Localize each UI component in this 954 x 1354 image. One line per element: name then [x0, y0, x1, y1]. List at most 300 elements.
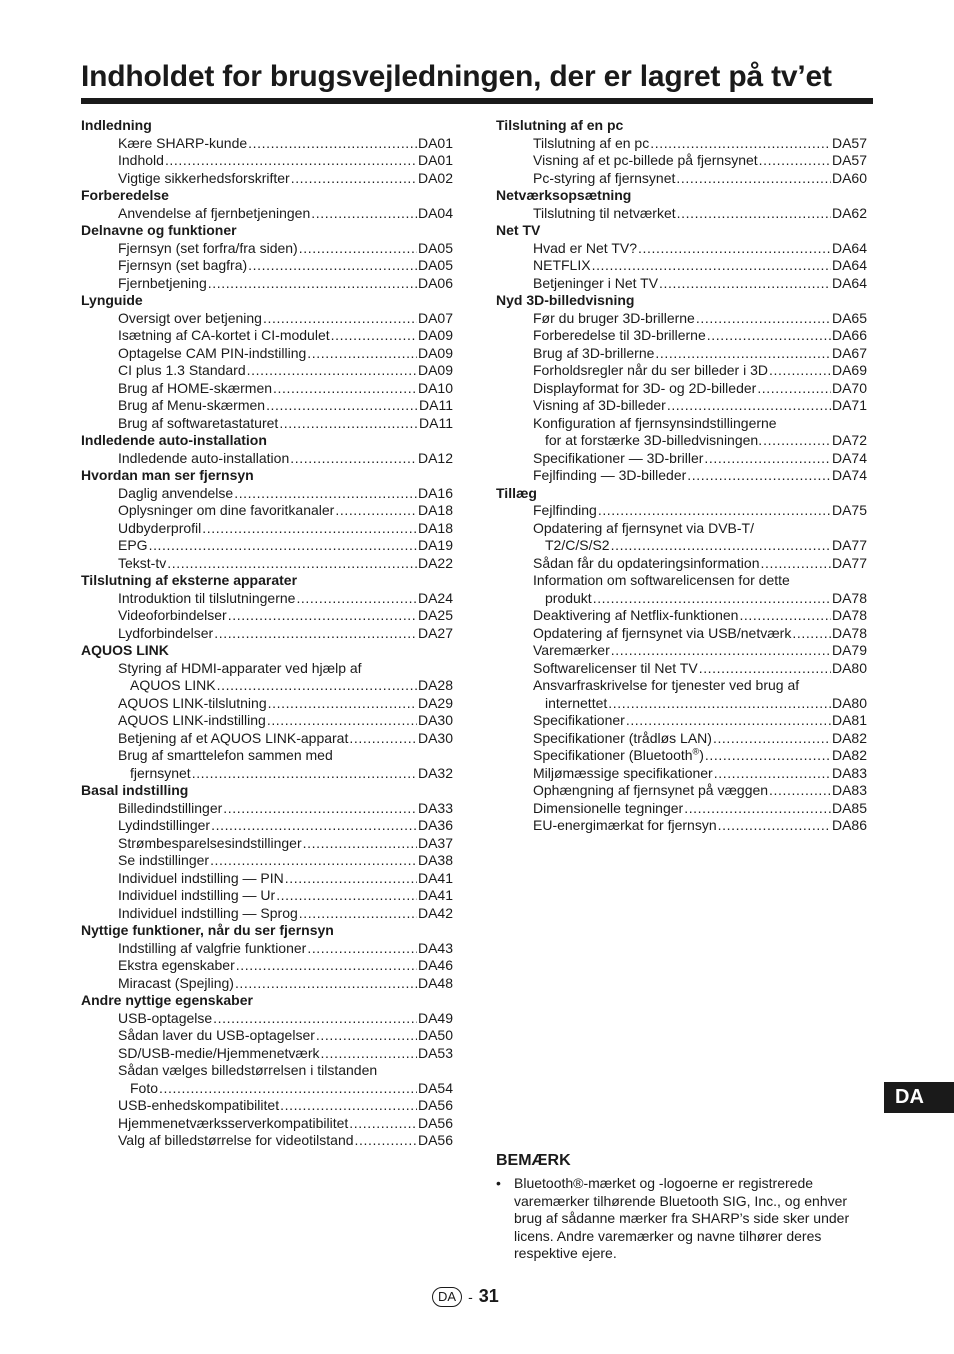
toc-entry-label: Hjemmenetværksserverkompatibilitet: [118, 1114, 349, 1131]
dot-leader: [638, 240, 831, 258]
dot-leader: [159, 1080, 417, 1098]
toc-entry-page: DA32: [417, 764, 453, 781]
toc-entry-page: DA60: [831, 169, 867, 186]
toc-entry-label-line: Information om softwarelicensen for dette: [533, 572, 790, 588]
toc-entry-label: Opdatering af fjernsynet via USB/netværk: [533, 624, 792, 641]
toc-entry-label: Isætning af CA-kortet i CI-modulet: [118, 327, 330, 343]
dot-leader: [704, 450, 831, 468]
dot-leader: [714, 765, 831, 783]
toc-entry: [81, 485, 453, 503]
toc-entry: [496, 607, 867, 625]
dot-leader: [285, 870, 417, 888]
toc-entry-label: Miracast (Spejling): [118, 974, 234, 991]
note-heading: BEMÆRK: [496, 1152, 571, 1169]
toc-entry-label: CI plus 1.3 Standard: [118, 362, 246, 378]
toc-entry-label: Dimensionelle tegninger: [533, 799, 684, 816]
toc-entry: [81, 415, 453, 433]
toc-section: [81, 187, 453, 222]
toc-entry-page: DA06: [417, 274, 453, 291]
dot-leader: [349, 1115, 417, 1133]
toc-entry: [81, 870, 453, 888]
toc-entry: [496, 170, 867, 188]
toc-entry-page: DA05: [417, 239, 453, 256]
dot-leader: [217, 677, 417, 695]
toc-entry-page: DA22: [417, 554, 453, 571]
toc-entry-page: DA30: [417, 712, 453, 728]
toc-entry-page: DA71: [831, 397, 867, 413]
dot-leader: [713, 730, 831, 748]
toc-entry: [81, 397, 453, 415]
toc-entry-page: DA33: [417, 799, 453, 816]
toc-entry-label: Tilslutning til netværket: [533, 204, 676, 221]
toc-entry-label-line: Ansvarfraskrivelse for tjenester ved brug af: [533, 677, 800, 693]
toc-section: [81, 922, 453, 992]
toc-entry-label-line: Brug af smarttelefon sammen med: [118, 747, 333, 763]
toc-entry-page: DA81: [831, 712, 867, 728]
toc-entry-label: Betjeninger i Net TV: [533, 274, 659, 291]
toc-entry-page: DA24: [417, 589, 453, 606]
toc-entry-page: DA27: [417, 624, 453, 641]
toc-entry-label: Vigtige sikkerhedsforskrifter: [118, 169, 290, 186]
bullet-icon: •: [496, 1175, 501, 1191]
toc-entry-page: DA74: [831, 449, 867, 466]
toc-entry-label: Indledende auto-installation: [118, 449, 290, 466]
toc-entry-page: DA62: [831, 204, 867, 221]
toc-entry-page: DA67: [831, 344, 867, 361]
toc-section-title: Tilslutning af eksterne apparater: [81, 572, 298, 588]
toc-entry-label: SD/USB-medie/Hjemmenetværk: [118, 1044, 320, 1061]
language-code-badge: DA: [432, 1287, 462, 1307]
toc-entry: [81, 1115, 453, 1133]
toc-section-title: Delnavne og funktioner: [81, 222, 237, 238]
toc-entry-page: DA70: [831, 379, 867, 396]
toc-entry: [81, 345, 453, 363]
toc-entry-label-line: Konfiguration af fjernsynsindstillingerne: [533, 414, 777, 431]
dot-leader: [236, 957, 417, 975]
dot-leader: [266, 397, 418, 415]
toc-entry: [81, 1080, 453, 1098]
dot-leader: [592, 257, 831, 275]
toc-entry-label: Fejlfinding: [533, 502, 597, 518]
toc-entry-page: DA56: [417, 1114, 453, 1131]
toc-entry-label: Individuel indstilling — PIN: [118, 869, 284, 886]
toc-entry-label: USB-enhedskompatibilitet: [118, 1097, 280, 1113]
toc-section: [81, 467, 453, 572]
toc-entry: [81, 170, 453, 188]
toc-entry: [496, 817, 867, 835]
toc-entry-page: DA86: [831, 817, 867, 833]
toc-entry-page: DA02: [417, 169, 453, 186]
dot-leader: [355, 1132, 417, 1150]
toc-entry-label: Lydforbindelser: [118, 624, 214, 641]
dot-leader: [331, 327, 417, 345]
toc-entry-page: DA56: [417, 1097, 453, 1113]
toc-section-title: Net TV: [496, 222, 541, 238]
toc-entry-label: Specifikationer: [533, 712, 625, 728]
toc-entry: [81, 1097, 453, 1115]
toc-entry-page: DA11: [419, 397, 453, 413]
dot-leader: [228, 607, 417, 625]
toc-entry-page: DA69: [831, 362, 867, 378]
toc-entry: [496, 695, 867, 713]
dot-leader: [760, 555, 830, 573]
dot-leader: [321, 1045, 417, 1063]
toc-entry-label: Deaktivering af Netflix-funktionen: [533, 607, 739, 623]
toc-entry: [81, 520, 453, 538]
toc-entry-label: Indhold: [118, 152, 164, 168]
toc-entry-page: DA79: [831, 642, 867, 658]
toc-entry-page: DA77: [831, 554, 867, 571]
toc-section: [81, 292, 453, 432]
toc-entry-label: EPG: [118, 537, 148, 553]
toc-entry: [81, 730, 453, 748]
toc-entry-label: for at forstærke 3D-billedvisningen.: [545, 432, 763, 448]
page-number: 31: [478, 1286, 499, 1306]
toc-entry-page: DA01: [417, 152, 453, 168]
toc-entry-page: DA10: [417, 379, 453, 396]
toc-entry-page: DA43: [417, 939, 453, 956]
toc-entry: [496, 275, 867, 293]
toc-entry: [81, 905, 453, 923]
toc-entry-page: DA82: [831, 747, 867, 763]
toc-entry: [81, 1027, 453, 1045]
toc-entry: [81, 852, 453, 870]
toc-section-title: Indledning: [81, 117, 152, 133]
toc-entry-page: DA11: [419, 414, 453, 431]
toc-entry-page: DA09: [417, 344, 453, 361]
toc-entry-label: Oversigt over betjening: [118, 309, 262, 326]
toc-entry: [81, 940, 453, 958]
toc-entry: [81, 817, 453, 835]
toc-entry-label: Pc-styring af fjernsynet: [533, 169, 676, 186]
toc-entry-page: DA78: [831, 607, 867, 623]
toc-section: [81, 222, 453, 292]
toc-entry-page: DA64: [831, 239, 867, 256]
toc-section: [81, 117, 453, 187]
toc-entry-page: DA75: [831, 502, 867, 518]
dot-leader: [316, 1027, 417, 1045]
toc-section-title: Basal indstilling: [81, 782, 189, 798]
dot-leader: [676, 170, 831, 188]
toc-section: [496, 292, 867, 485]
toc-entry: [496, 502, 867, 520]
toc-entry: [496, 450, 867, 468]
toc-entry-label: Fjernsyn (set bagfra): [118, 257, 248, 273]
toc-entry-label-line: Styring af HDMI-apparater ved hjælp af: [118, 659, 362, 676]
toc-entry-page: DA85: [831, 799, 867, 816]
toc-entry-page: DA09: [417, 327, 453, 343]
toc-entry: [81, 135, 453, 153]
toc-entry-label: Billedindstillinger: [118, 799, 223, 816]
page-title: Indholdet for brugsvejledningen, der er lagret på tv’et: [81, 60, 832, 93]
toc-entry: [81, 502, 453, 520]
toc-entry-label: USB-optagelse: [118, 1009, 213, 1026]
toc-entry: [496, 782, 867, 800]
toc-entry-label: Daglig anvendelse: [118, 484, 234, 501]
toc-entry-page: DA30: [417, 729, 453, 746]
toc-entry: [81, 205, 453, 223]
dot-leader: [280, 1097, 417, 1115]
toc-section-title: Tilslutning af en pc: [496, 117, 624, 133]
toc-section: [496, 187, 867, 222]
toc-entry-label: Individuel indstilling — Ur: [118, 887, 276, 903]
toc-entry-label: T2/C/S/S2: [545, 537, 610, 553]
dot-leader: [299, 240, 417, 258]
dot-leader: [739, 607, 831, 625]
toc-entry-page: DA64: [831, 274, 867, 291]
dot-leader: [626, 712, 831, 730]
toc-entry: [81, 835, 453, 853]
toc-entry-label: Individuel indstilling — Sprog: [118, 904, 298, 921]
toc-entry-page: DA83: [831, 782, 867, 798]
toc-entry-label: Specifikationer (trådløs LAN): [533, 729, 712, 746]
toc-entry-page: DA42: [417, 904, 453, 921]
toc-entry-label: Oplysninger om dine favoritkanaler: [118, 502, 335, 518]
dot-leader: [291, 170, 417, 188]
toc-entry-page: DA28: [417, 677, 453, 693]
toc-entry-label: Visning af 3D-billeder: [533, 397, 666, 413]
toc-section-title: Nyttige funktioner, når du ser fjernsyn: [81, 922, 334, 938]
dot-leader: [611, 537, 831, 555]
toc-section-title: Lynguide: [81, 292, 143, 308]
toc-entry-page: DA46: [417, 957, 453, 973]
toc-entry-page: DA25: [417, 607, 453, 623]
toc-entry-label: Brug af softwaretastaturet: [118, 414, 279, 431]
toc-section: [81, 572, 453, 642]
toc-entry: [81, 800, 453, 818]
toc-entry: [81, 695, 453, 713]
toc-entry: [496, 660, 867, 678]
toc-entry: [81, 712, 453, 730]
dot-leader: [650, 135, 831, 153]
toc-entry: [496, 397, 867, 415]
toc-entry-page: DA82: [831, 729, 867, 746]
note-list: [496, 1175, 866, 1263]
toc-entry-page: DA56: [417, 1132, 453, 1148]
toc-entry-page: DA78: [831, 624, 867, 641]
toc-entry-label: produkt: [545, 589, 592, 606]
toc-entry: [496, 257, 867, 275]
dot-leader: [248, 135, 417, 153]
toc-entry-page: DA65: [831, 309, 867, 326]
dot-leader: [234, 485, 417, 503]
dot-leader: [718, 817, 831, 835]
toc-entry: [496, 730, 867, 748]
dot-leader: [167, 555, 417, 573]
toc-entry: [81, 765, 453, 783]
toc-entry: [496, 152, 867, 170]
toc-entry: [81, 327, 453, 345]
dot-leader: [299, 905, 417, 923]
dot-leader: [311, 205, 417, 223]
toc-entry-label: Sådan laver du USB-optagelser: [118, 1027, 315, 1043]
dot-leader: [247, 362, 417, 380]
toc-entry-label: Introduktion til tilslutningerne: [118, 589, 296, 606]
toc-entry-page: DA72: [831, 432, 867, 448]
dot-leader: [667, 397, 831, 415]
toc-entry-page: DA18: [417, 519, 453, 536]
toc-entry-label: Tekst-tv: [118, 554, 167, 571]
language-tab: DA: [884, 1082, 954, 1113]
toc-entry: [496, 712, 867, 730]
toc-entry-label: Sådan får du opdateringsinformation: [533, 554, 760, 571]
toc-section-title: AQUOS LINK: [81, 642, 169, 658]
toc-column-right: [496, 117, 867, 835]
dot-leader: [655, 345, 831, 363]
toc-entry-label: Fjernsyn (set forfra/fra siden): [118, 239, 298, 256]
toc-entry: [81, 1132, 453, 1150]
toc-entry: [81, 677, 453, 695]
toc-entry: [496, 345, 867, 363]
dot-leader: [769, 782, 831, 800]
dot-leader: [267, 712, 417, 730]
toc-section: [496, 485, 867, 835]
toc-entry-page: DA50: [417, 1027, 453, 1043]
toc-section-title: Indledende auto-installation: [81, 432, 267, 448]
toc-entry-label: Forholdsregler når du ser billeder i 3D: [533, 362, 768, 378]
toc-entry-page: DA74: [831, 467, 867, 483]
toc-entry-label: Valg af billedstørrelse for videotilstand: [118, 1132, 354, 1148]
toc-entry-page: DA09: [417, 362, 453, 378]
dot-leader: [707, 327, 831, 345]
toc-section: [81, 992, 453, 1150]
toc-entry: [81, 152, 453, 170]
toc-entry-label: Miljømæssige specifikationer: [533, 764, 713, 781]
toc-entry: [81, 607, 453, 625]
dot-leader: [296, 590, 417, 608]
note-item: [496, 1175, 866, 1263]
toc-section-title: Netværksopsætning: [496, 187, 632, 203]
toc-entry: [496, 205, 867, 223]
toc-section-title: Andre nyttige egenskaber: [81, 992, 253, 1008]
toc-entry-label: Indstilling af valgfrie funktioner: [118, 939, 307, 956]
toc-entry-page: DA54: [417, 1079, 453, 1096]
toc-entry-label: AQUOS LINK-tilslutning: [118, 694, 267, 711]
dot-leader: [792, 625, 831, 643]
toc-entry: [81, 1010, 453, 1028]
dot-leader: [349, 730, 417, 748]
dot-leader: [598, 502, 831, 520]
toc-entry-label: Fejlfinding — 3D-billeder: [533, 467, 687, 483]
toc-entry-label: Fjernbetjening: [118, 274, 207, 291]
toc-entry-page: DA64: [831, 257, 867, 273]
toc-entry-label: [533, 747, 704, 765]
toc-entry-label: Visning af et pc-billede på fjernsynet: [533, 152, 758, 168]
toc-entry: [81, 975, 453, 993]
toc-entry-label: Ekstra egenskaber: [118, 957, 235, 973]
dot-leader: [687, 467, 831, 485]
dot-leader: [165, 152, 417, 170]
toc-entry-label: internettet: [545, 694, 608, 711]
toc-entry: [496, 362, 867, 380]
toc-entry: [496, 380, 867, 398]
toc-entry: [81, 887, 453, 905]
toc-entry-label: Før du bruger 3D-brillerne: [533, 309, 695, 326]
toc-entry: [81, 555, 453, 573]
toc-entry-label: Displayformat for 3D- og 2D-billeder: [533, 379, 757, 396]
dot-leader: [759, 152, 831, 170]
toc-entry: [496, 310, 867, 328]
dot-leader: [214, 625, 417, 643]
toc-entry-page: DA38: [417, 852, 453, 868]
dot-leader: [276, 887, 417, 905]
dot-leader: [263, 310, 417, 328]
dot-leader: [211, 817, 417, 835]
toc-entry-label: Anvendelse af fjernbetjeningen: [118, 204, 311, 221]
toc-entry: [496, 590, 867, 608]
toc-entry: [496, 642, 867, 660]
toc-entry-label: Varemærker: [533, 642, 610, 658]
toc-entry-label: AQUOS LINK-indstilling: [118, 712, 266, 728]
toc-entry-page: DA41: [417, 869, 453, 886]
dot-leader: [202, 520, 417, 538]
toc-entry-label: Hvad er Net TV?: [533, 239, 638, 256]
toc-entry: [496, 747, 867, 765]
toc-entry: [81, 537, 453, 555]
toc-section: [81, 782, 453, 922]
toc-entry: [496, 467, 867, 485]
dot-leader: [235, 975, 417, 993]
toc-entry-page: DA04: [417, 204, 453, 221]
toc-entry-page: DA80: [831, 659, 867, 676]
toc-entry-label: EU-energimærkat for fjernsyn: [533, 817, 717, 833]
dot-leader: [303, 835, 417, 853]
dot-leader: [149, 537, 417, 555]
toc-entry-label: Tilslutning af en pc: [533, 134, 650, 151]
toc-entry: [496, 327, 867, 345]
dot-leader: [659, 275, 831, 293]
toc-entry-label: Brug af Menu-skærmen: [118, 397, 266, 413]
toc-entry-label-text: Specifikationer (Bluetooth: [533, 747, 693, 763]
toc-entry: [81, 450, 453, 468]
toc-entry-label: NETFLIX: [533, 257, 591, 273]
toc-entry: [81, 362, 453, 380]
toc-entry-page: DA36: [417, 817, 453, 833]
dot-leader: [223, 800, 417, 818]
toc-entry-page: DA05: [417, 257, 453, 273]
toc-entry-label: Softwarelicenser til Net TV: [533, 659, 698, 676]
toc-section-title: Nyd 3D-billedvisning: [496, 292, 635, 308]
note-text: Bluetooth®-mærket og -logoerne er registrerede varemærker tilhørende Bluetooth SIG, Inc., og enhver brug af sådanne mærker fra SHARP’s side sker under licens. Andre varemærker og navne tilhører deres respektive ejere.: [514, 1175, 850, 1261]
toc-entry-label: Udbyderprofil: [118, 519, 202, 536]
toc-entry-page: DA66: [831, 327, 867, 343]
toc-entry-label: Optagelse CAM PIN-indstilling: [118, 344, 307, 361]
toc-entry-label: Se indstillinger: [118, 852, 210, 868]
toc-entry-page: DA53: [417, 1044, 453, 1061]
dot-leader: [290, 450, 417, 468]
toc-entry: [496, 537, 867, 555]
registered-mark: ®: [692, 746, 700, 757]
dot-leader: [611, 642, 831, 660]
toc-entry-label-line: Sådan vælges billedstørrelsen i tilstanden: [118, 1062, 378, 1078]
toc-entry: [81, 957, 453, 975]
dot-leader: [335, 502, 417, 520]
toc-entry-page: DA77: [831, 537, 867, 553]
toc-entry-label: Foto: [130, 1079, 159, 1096]
toc-entry-page: DA80: [831, 694, 867, 711]
toc-column-left: [81, 117, 453, 1150]
toc-entry: [81, 590, 453, 608]
toc-entry-label: Betjening af et AQUOS LINK-apparat: [118, 729, 349, 746]
toc-entry-label: Kære SHARP-kunde: [118, 134, 248, 151]
toc-section: [81, 642, 453, 782]
toc-entry: [81, 257, 453, 275]
toc-entry: [81, 625, 453, 643]
dot-leader: [279, 415, 418, 433]
dot-leader: [757, 380, 831, 398]
toc-entry: [496, 765, 867, 783]
dot-leader: [763, 432, 831, 450]
